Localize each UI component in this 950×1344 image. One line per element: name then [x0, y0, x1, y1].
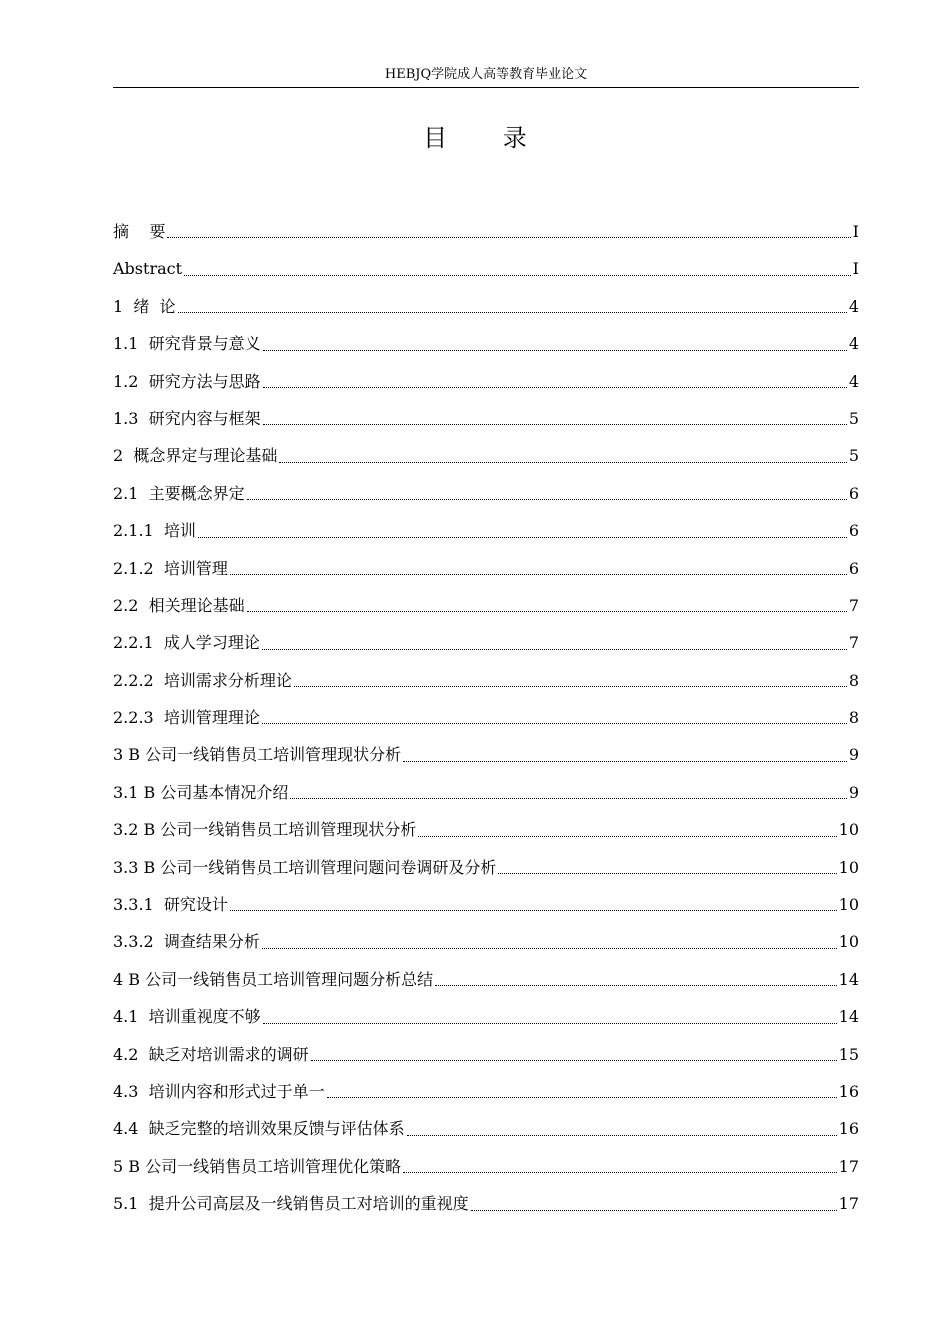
toc-dot-leader: [167, 237, 850, 238]
toc-entry-page: 7: [848, 633, 859, 653]
toc-dot-leader: [263, 387, 847, 388]
toc-entry-text: 3.3.2 调查结果分析: [113, 932, 260, 952]
toc-dot-leader: [263, 1023, 837, 1024]
toc-entry-page: 10: [838, 895, 859, 915]
toc-dot-leader: [290, 798, 846, 799]
toc-entry-text: 5 B 公司一线销售员工培训管理优化策略: [113, 1156, 402, 1176]
toc-entry-text: 4.2 缺乏对培训需求的调研: [113, 1044, 309, 1064]
toc-entry-text: 2.2 相关理论基础: [113, 595, 245, 615]
toc-entry[interactable]: [113, 849, 859, 886]
toc-entry-page: 4: [848, 371, 859, 391]
toc-entry-text: 2.1 主要概念界定: [113, 483, 245, 503]
toc-entry[interactable]: [113, 363, 859, 400]
toc-dot-leader: [247, 611, 847, 612]
toc-entry[interactable]: [113, 475, 859, 512]
toc-entry[interactable]: [113, 1185, 859, 1222]
toc-entry-text: 4.1 培训重视度不够: [113, 1007, 261, 1027]
toc-entry[interactable]: [113, 250, 859, 287]
toc-dot-leader: [471, 1210, 837, 1211]
toc-entry-page: 10: [838, 932, 859, 952]
toc-entry-text: 1.1 研究背景与意义: [113, 334, 261, 354]
toc-entry[interactable]: [113, 437, 859, 474]
toc-entry-text: 2.2.3 培训管理理论: [113, 708, 260, 728]
toc-entry-page: 10: [838, 820, 859, 840]
toc-entry-text: 2.1.2 培训管理: [113, 558, 228, 578]
toc-dot-leader: [311, 1060, 837, 1061]
toc-entry-page: 9: [848, 782, 859, 802]
toc-entry[interactable]: [113, 886, 859, 923]
toc-entry-text: 3.3.1 研究设计: [113, 895, 228, 915]
toc-entry-page: 17: [838, 1194, 859, 1214]
toc-entry[interactable]: [113, 774, 859, 811]
toc-entry-page: 5: [848, 446, 859, 466]
toc-dot-leader: [262, 723, 847, 724]
toc-entry-text: 3 B 公司一线销售员工培训管理现状分析: [113, 745, 402, 765]
toc-entry[interactable]: [113, 1036, 859, 1073]
toc-entry-text: 1.3 研究内容与框架: [113, 408, 261, 428]
toc-entry[interactable]: [113, 1073, 859, 1110]
toc-dot-leader: [327, 1097, 837, 1098]
toc-entry[interactable]: [113, 699, 859, 736]
toc-dot-leader: [247, 499, 847, 500]
toc-entry-page: 4: [848, 296, 859, 316]
toc-entry-text: 2.1.1 培训: [113, 521, 196, 541]
toc-dot-leader: [407, 1135, 837, 1136]
toc-entry[interactable]: [113, 213, 859, 250]
toc-entry-text: 1.2 研究方法与思路: [113, 371, 261, 391]
toc-entry[interactable]: [113, 325, 859, 362]
toc-entry-page: 14: [838, 1007, 859, 1027]
toc-entry-page: 6: [848, 558, 859, 578]
toc-entry-text: 2 概念界定与理论基础: [113, 446, 278, 466]
toc-entry-page: 15: [838, 1044, 859, 1064]
toc-entry-page: 6: [848, 483, 859, 503]
toc-entry[interactable]: [113, 998, 859, 1035]
toc-dot-leader: [198, 537, 847, 538]
toc-entry-page: 8: [848, 708, 859, 728]
toc-dot-leader: [403, 1172, 837, 1173]
toc-dot-leader: [279, 462, 846, 463]
toc-entry-text: 4 B 公司一线销售员工培训管理问题分析总结: [113, 969, 434, 989]
toc-entry-page: 7: [848, 595, 859, 615]
toc-title: 目 录: [423, 124, 551, 152]
toc-dot-leader: [230, 910, 837, 911]
toc-dot-leader: [262, 649, 847, 650]
toc-entry-text: 3.1 B 公司基本情况介绍: [113, 782, 289, 802]
toc-dot-leader: [263, 424, 847, 425]
toc-list: [113, 213, 859, 1223]
toc-entry[interactable]: [113, 736, 859, 773]
toc-entry-text: Abstract: [113, 259, 183, 279]
toc-entry-text: 5.1 提升公司高层及一线销售员工对培训的重视度: [113, 1194, 469, 1214]
toc-dot-leader: [498, 873, 836, 874]
toc-entry-page: 16: [838, 1119, 859, 1139]
toc-entry[interactable]: [113, 587, 859, 624]
toc-entry-page: I: [852, 259, 859, 279]
toc-entry-page: 5: [848, 408, 859, 428]
toc-entry[interactable]: [113, 923, 859, 960]
toc-entry-page: 9: [848, 745, 859, 765]
toc-entry-page: 6: [848, 521, 859, 541]
toc-entry[interactable]: [113, 624, 859, 661]
toc-entry-text: 1 绪 论: [113, 296, 176, 316]
toc-entry-text: 4.4 缺乏完整的培训效果反馈与评估体系: [113, 1119, 405, 1139]
toc-dot-leader: [263, 350, 847, 351]
toc-entry-page: 4: [848, 334, 859, 354]
toc-dot-leader: [178, 312, 847, 313]
toc-entry[interactable]: [113, 811, 859, 848]
toc-entry[interactable]: [113, 512, 859, 549]
header-rule: [113, 87, 859, 88]
toc-dot-leader: [294, 686, 847, 687]
toc-entry-text: 2.2.2 培训需求分析理论: [113, 670, 292, 690]
toc-entry[interactable]: [113, 961, 859, 998]
toc-entry-text: 2.2.1 成人学习理论: [113, 633, 260, 653]
toc-entry[interactable]: [113, 400, 859, 437]
running-header: HEBJQ学院成人高等教育毕业论文: [384, 67, 588, 82]
toc-entry-page: 10: [838, 857, 859, 877]
toc-dot-leader: [184, 275, 851, 276]
toc-dot-leader: [435, 985, 837, 986]
toc-entry[interactable]: [113, 662, 859, 699]
toc-dot-leader: [418, 836, 836, 837]
toc-entry-page: 8: [848, 670, 859, 690]
toc-entry-page: 16: [838, 1081, 859, 1101]
toc-entry-text: 摘 要: [113, 221, 166, 241]
toc-dot-leader: [230, 574, 847, 575]
toc-entry[interactable]: [113, 1148, 859, 1185]
toc-entry-text: 3.3 B 公司一线销售员工培训管理问题问卷调研及分析: [113, 857, 497, 877]
toc-entry[interactable]: [113, 288, 859, 325]
toc-dot-leader: [262, 948, 837, 949]
toc-entry[interactable]: [113, 1110, 859, 1147]
toc-entry-text: 4.3 培训内容和形式过于单一: [113, 1081, 325, 1101]
toc-entry-page: 14: [838, 969, 859, 989]
toc-dot-leader: [403, 761, 847, 762]
toc-entry-text: 3.2 B 公司一线销售员工培训管理现状分析: [113, 820, 417, 840]
toc-entry[interactable]: [113, 550, 859, 587]
toc-entry-page: 17: [838, 1156, 859, 1176]
toc-entry-page: I: [852, 221, 859, 241]
